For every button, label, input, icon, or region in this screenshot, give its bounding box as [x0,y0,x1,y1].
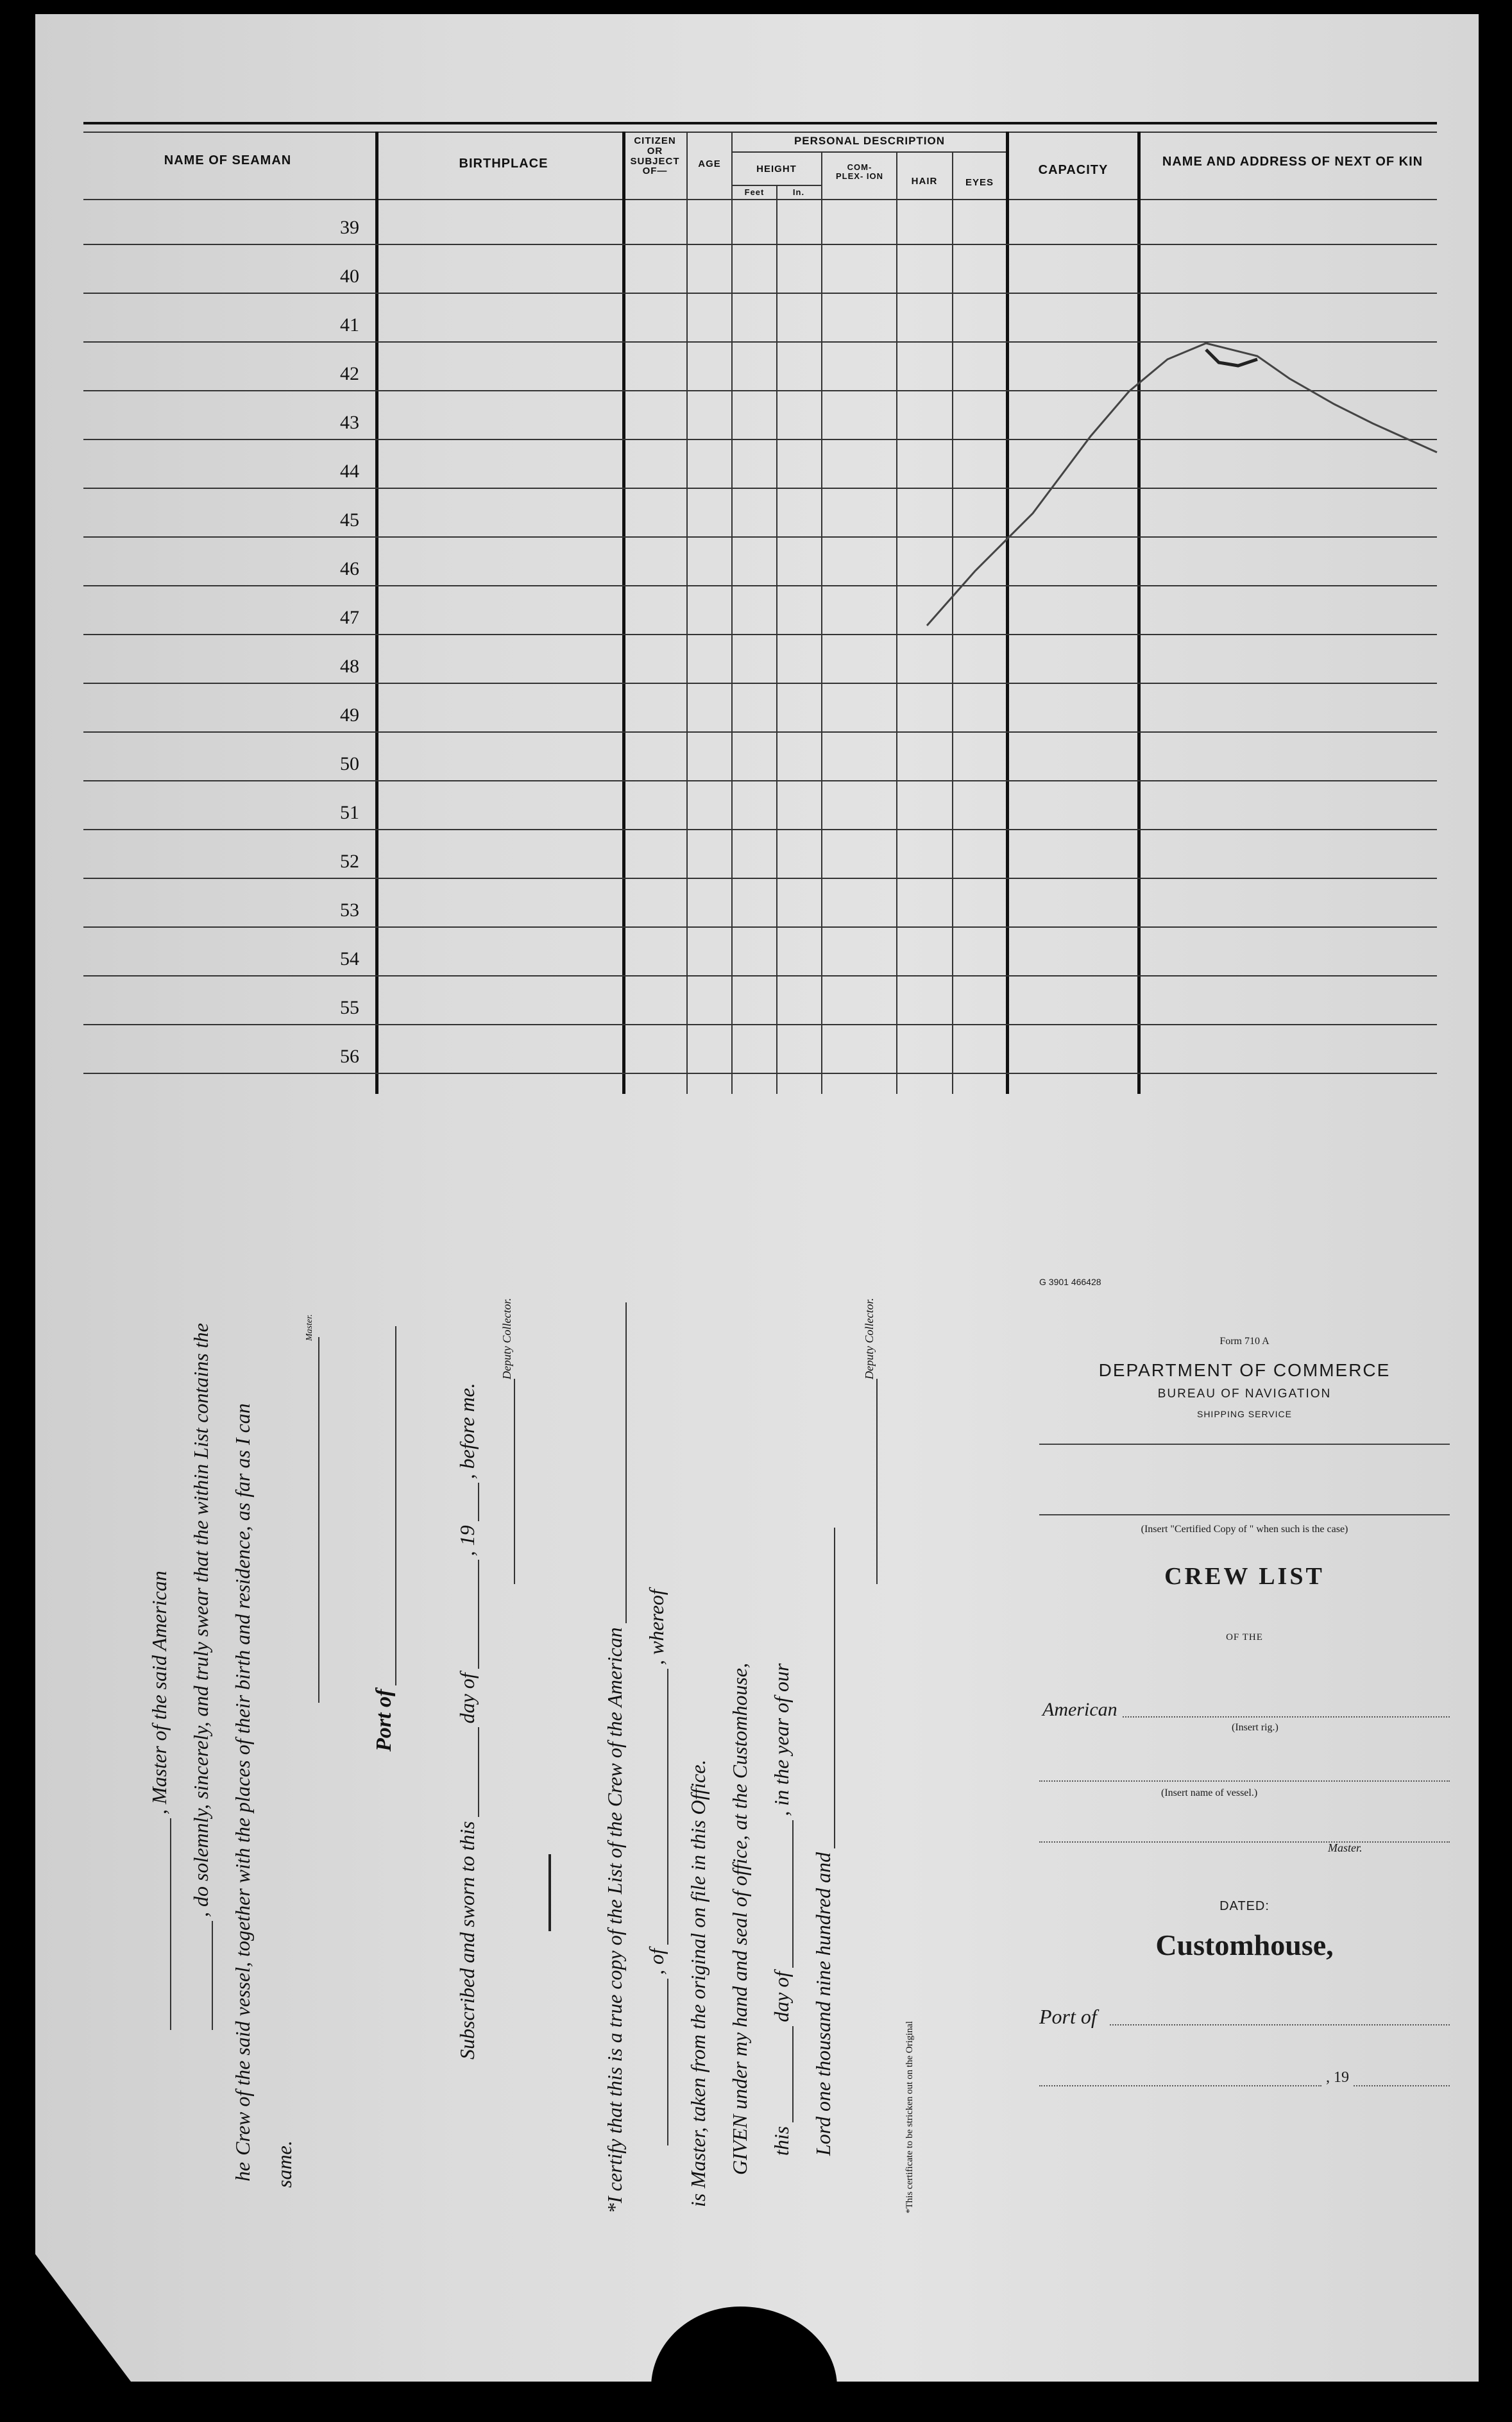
insert-certified-note: (Insert "Certified Copy of " when such is the case) [1141,1524,1348,1535]
vessel-name-blank[interactable] [195,1921,213,2030]
table-row [83,1024,1437,1025]
row-number: 55 [340,997,359,1018]
row-number: 44 [340,461,359,482]
row-number: 48 [340,656,359,677]
header-citizen: CITIZEN OR SUBJECT OF— [630,135,680,177]
of-blank-2[interactable] [650,1669,668,1945]
department-title: DEPARTMENT OF COMMERCE [1098,1360,1391,1380]
oath-line-4-text: same. [273,2140,296,2188]
of-blank-1[interactable] [650,1979,668,2145]
whereof-text: , whereof [645,1589,668,1666]
oath-port-line [372,1322,396,1752]
cover-year-blank[interactable] [1354,2085,1450,2086]
table-row [83,829,1437,830]
cover-year-prefix: , 19 [1326,2069,1349,2086]
row-number: 52 [340,851,359,872]
certify-line [603,1299,627,2213]
oath-block [135,1168,969,2252]
subscribed-day-blank[interactable] [461,1727,479,1817]
bureau-title: BUREAU OF NAVIGATION [1157,1387,1332,1401]
subscribed-label: Subscribed and sworn to this [455,1821,479,2060]
oath-port-blank[interactable] [378,1326,396,1685]
row-number: 40 [340,266,359,287]
header-age: AGE [698,158,721,169]
header-next-of-kin: NAME AND ADDRESS OF NEXT OF KIN [1162,155,1423,169]
oath-line-1 [148,1571,171,2034]
header-inches: In. [792,187,805,197]
master-signature-blank[interactable] [302,1337,319,1703]
oath-port-label: Port of [372,1689,396,1752]
row-number: 39 [340,217,359,238]
row-number: 53 [340,900,359,921]
lord-line [811,1524,835,2156]
header-eyes: EYES [965,177,994,188]
oath-line-4 [273,2140,296,2188]
this-day-line [770,1663,794,2156]
row-number: 51 [340,802,359,823]
cover-port-blank[interactable] [1110,2024,1450,2025]
separator-dash [548,1854,551,1931]
table-row [83,1073,1437,1074]
paper-crack [0,0,1512,770]
cover-rule-2 [1039,1514,1450,1515]
cover-date-blank[interactable] [1039,2085,1321,2086]
deputy-collector-label-2: Deputy Collector. [863,1298,876,1379]
master-label: Master. [1328,1841,1363,1854]
of-whereof-line [645,1589,668,2149]
torn-corner [0,2207,135,2387]
given-line [728,1663,752,2175]
header-complexion: COM- PLEX- ION [835,162,883,181]
header-feet: Feet [744,187,765,197]
given-text: GIVEN under my hand and seal of office, at the Customhouse, [728,1662,751,2175]
master-taken-line [686,1760,710,2207]
row-number: 45 [340,509,359,531]
crew-list-title: CREW LIST [1164,1563,1325,1590]
before-me-text: , before me. [455,1383,479,1480]
header-hair: HAIR [911,176,938,187]
subscribed-day-of: day of [455,1673,479,1724]
oath-line-3 [231,1403,255,2181]
subscribed-month-blank[interactable] [461,1560,479,1669]
form-code: G 3901 466428 [1039,1277,1101,1287]
master-name-blank[interactable] [153,1818,171,2030]
header-capacity: CAPACITY [1038,163,1109,177]
row-number: 54 [340,948,359,969]
master-taken-text: is Master, taken from the original on file in this Office. [686,1759,709,2207]
oath-line-2-text: , do solemnly, sincerely, and truly swear that the within List contains the [189,1323,212,1917]
vessel-blank[interactable] [1039,1780,1450,1782]
this-month-blank[interactable] [776,1820,794,1968]
row-number: 50 [340,753,359,774]
oath-line-3-text: Crew of the said vessel, together with the places of their birth and residence, as far as I can [231,1403,254,2156]
master-signature-label: Master. [305,1314,314,1341]
deputy-collector-blank-1[interactable] [497,1379,515,1584]
this-day-of: day of [770,1971,793,2022]
row-number: 41 [340,314,359,336]
deputy-collector-blank-2[interactable] [860,1379,878,1584]
row-number: 42 [340,363,359,384]
lord-text: Lord one thousand nine hundred and [811,1852,835,2156]
row-number: 56 [340,1046,359,1067]
service-title: SHIPPING SERVICE [1196,1409,1292,1419]
row-number: 43 [340,412,359,433]
header-birthplace: BIRTHPLACE [459,157,548,171]
oath-line-3-prefix: he [231,2162,254,2181]
header-height: HEIGHT [756,164,797,175]
subscribed-year-prefix: , 19 [455,1525,479,1556]
header-name-of-seaman: NAME OF SEAMAN [164,153,292,167]
this-day-blank[interactable] [776,2026,794,2122]
row-number: 47 [340,607,359,628]
insert-rig-note: (Insert rig.) [1232,1722,1278,1733]
row-number: 46 [340,558,359,579]
oath-line-1-text: , Master of the said American [148,1571,171,1814]
customhouse-title: Customhouse, [1155,1929,1334,1961]
american-label: American [1042,1699,1117,1720]
of-text: , of [645,1949,668,1975]
oath-line-2 [189,1323,213,2034]
cover-port-label: Port of [1039,2005,1097,2028]
table-row [83,926,1437,928]
rig-blank[interactable] [1123,1716,1450,1718]
crew-table [0,0,1512,1104]
cover-rule-1 [1039,1444,1450,1445]
table-row [83,780,1437,781]
form-number: Form 710 A [1219,1336,1270,1347]
certify-vessel-blank[interactable] [609,1302,627,1623]
row-number: 49 [340,704,359,726]
insert-vessel-note: (Insert name of vessel.) [1161,1787,1258,1798]
in-year-text: , in the year of our [770,1663,793,1816]
footnote: *This certificate to be stricken out on the Original [905,2021,915,2213]
header-personal-description: PERSONAL DESCRIPTION [794,135,946,147]
certify-text: *I certify that this is a true copy of the List of the Crew of the American [603,1627,626,2213]
lord-year-blank[interactable] [817,1528,835,1848]
table-row [83,878,1437,879]
this-text: this [770,2126,793,2156]
master-blank[interactable] [1039,1841,1450,1843]
table-row [83,975,1437,976]
subscribed-line [455,1383,479,2060]
dated-label: DATED: [1219,1899,1270,1913]
subscribed-year-blank[interactable] [461,1483,479,1521]
deputy-collector-label-1: Deputy Collector. [500,1298,513,1379]
of-the-text: OF THE [1226,1632,1263,1642]
